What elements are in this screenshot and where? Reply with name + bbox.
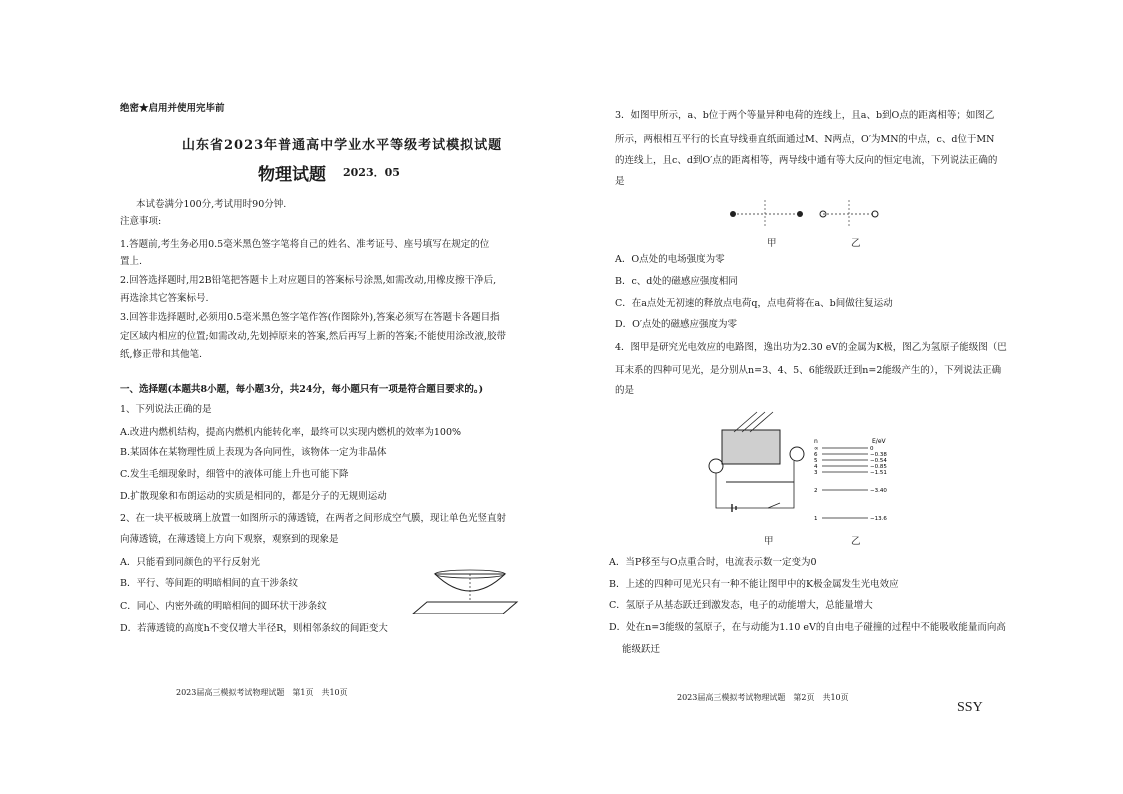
energy-level-n: 1 <box>814 516 818 522</box>
lens-figure <box>405 562 525 614</box>
negative-charge <box>797 211 803 217</box>
energy-level-value: 0 <box>870 446 874 452</box>
q2-stem-line: 2、在一块平板玻璃上放置一如图所示的薄透镜，在两者之间形成空气膜，现让单色光竖直射 <box>120 513 507 524</box>
charges-currents-figure <box>725 192 905 248</box>
switch-icon <box>768 503 780 508</box>
exam-title: 物理试题 <box>258 165 326 185</box>
q4-option-d: D．处在n=3能级的氢原子，在与动能为1.10 eV的自由电子碰撞的过程中不能吸收能量而向高 <box>609 622 1006 633</box>
q4-option-a: A．当P移至与O点重合时，电流表示数一定变为0 <box>609 557 817 568</box>
q3-option-a: A．O点处的电场强度为零 <box>615 254 725 265</box>
energy-level-value: −3.40 <box>870 488 887 494</box>
note-line: 置上. <box>120 256 143 267</box>
q1-option-d: D.扩散现象和布朗运动的实质是相同的，都是分子的无规则运动 <box>120 491 387 502</box>
energy-level-n: 3 <box>814 470 818 476</box>
exam-intro: 本试卷满分100分,考试用时90分钟. <box>136 199 287 210</box>
energy-level-value: −0.54 <box>870 458 887 464</box>
ammeter-icon <box>790 447 804 461</box>
photoelectric-circuit-figure <box>702 408 812 524</box>
q3-stem-line: 是 <box>615 176 625 187</box>
q2-option-d: D．若薄透镜的高度h不变仅增大半径R，则相邻条纹的间距变大 <box>120 623 388 634</box>
notes-title: 注意事项: <box>120 216 162 227</box>
q1-option-b: B.某固体在某物理性质上表现为各向同性，该物体一定为非晶体 <box>120 447 387 458</box>
energy-level-n: 5 <box>814 458 818 464</box>
energy-level-n: 2 <box>814 488 818 494</box>
energy-level-diagram <box>812 438 894 522</box>
note-line: 定区域内相应的位置;如需改动,先划掉原来的答案,然后再写上新的答案;不能使用涂改液,胶带 <box>120 331 506 342</box>
q2-option-c: C．同心、内密外疏的明暗相间的圆环状干涉条纹 <box>120 601 327 612</box>
exam-date: 2023．05 <box>343 166 400 179</box>
q4-fig-label-yi: 乙 <box>851 536 861 547</box>
energy-level-value: −0.85 <box>870 464 887 470</box>
energy-level-n: 4 <box>814 464 818 470</box>
right-footer: 2023届高三模拟考试物理试题 第2页 共10页 <box>677 693 849 702</box>
q3-option-d: D．O′点处的磁感应强度为零 <box>615 319 738 330</box>
exam-heading: 山东省2023年普通高中学业水平等级考试模拟试题 <box>182 138 503 153</box>
q3-stem-line: 所示，两根相互平行的长直导线垂直纸面通过M、N两点，O′为MN的中点，c、d位于MN <box>615 134 995 145</box>
q4-option-b: B．上述的四种可见光只有一种不能让图甲中的K极金属发生光电效应 <box>609 579 899 590</box>
energy-level-value: −1.51 <box>870 470 887 476</box>
voltmeter-icon <box>709 459 723 473</box>
q1-option-c: C.发生毛细现象时，细管中的液体可能上升也可能下降 <box>120 469 349 480</box>
section-heading: 一、选择题(本题共8小题，每小题3分，共24分，每小题只有一项是符合题目要求的。) <box>120 384 484 395</box>
q3-stem-line: 3．如图甲所示，a、b位于两个等量异种电荷的连线上，且a、b到O点的距离相等；如图乙 <box>615 110 995 121</box>
q2-stem-line: 向薄透镜，在薄透镜上方向下观察，观察到的现象是 <box>120 534 339 545</box>
q4-stem-line: 的是 <box>615 385 635 396</box>
q2-option-b: B．平行、等间距的明暗相间的直干涉条纹 <box>120 578 298 589</box>
quantum-number-label: n <box>814 438 818 445</box>
q1-option-a: A.改进内燃机结构，提高内燃机内能转化率，最终可以实现内燃机的效率为100% <box>120 427 462 438</box>
q4-stem-line: 耳末系的四种可见光，是分别从n=3、4、5、6能级跃迁到n=2能级产生的），下列说法正确 <box>615 365 1002 376</box>
photocell-tube <box>722 430 780 464</box>
circuit-wire <box>716 461 794 508</box>
left-footer: 2023届高三模拟考试物理试题 第1页 共10页 <box>176 688 348 697</box>
q3-fig-label-yi: 乙 <box>851 238 861 249</box>
q3-option-c: C．在a点处无初速的释放点电荷q，点电荷将在a、b间做往复运动 <box>615 298 893 309</box>
energy-level-n: ∞ <box>814 446 819 452</box>
q3-stem-line: 的连线上，且c、d到O′点的距离相等，两导线中通有等大反向的恒定电流，下列说法正确的 <box>615 155 998 166</box>
energy-level-value: −13.6 <box>870 516 887 522</box>
energy-level-n: 6 <box>814 452 818 458</box>
note-line: 再选涂其它答案标号. <box>120 293 209 304</box>
note-line: 2.回答选择题时,用2B铅笔把答题卡上对应题目的答案标号涂黑,如需改动,用橡皮擦干净后, <box>120 275 497 286</box>
q3-fig-label-jia: 甲 <box>767 238 777 249</box>
q3-option-b: B．c、d处的磁感应强度相同 <box>615 276 738 287</box>
glass-plate <box>413 602 517 614</box>
q4-fig-label-jia: 甲 <box>764 536 774 547</box>
corner-mark: SSY <box>957 700 983 715</box>
note-line: 纸,修正带和其他笔. <box>120 349 203 360</box>
q1-stem: 1、下列说法正确的是 <box>120 404 212 415</box>
energy-unit-label: E/eV <box>872 438 886 445</box>
note-line: 3.回答非选择题时,必须用0.5毫米黑色签字笔作答(作图除外),答案必须写在答题卡各题目指 <box>120 312 500 323</box>
positive-charge <box>730 211 736 217</box>
note-line: 1.答题前,考生务必用0.5毫米黑色签字笔将自己的姓名、准考证号、座号填写在规定的位 <box>120 239 490 250</box>
q4-option-c: C．氢原子从基态跃迁到激发态，电子的动能增大，总能量增大 <box>609 600 873 611</box>
energy-level-value: −0.38 <box>870 452 887 458</box>
confidential-label: 绝密★启用并使用完毕前 <box>120 103 225 114</box>
q4-stem-line: 4．图甲是研究光电效应的电路图，逸出功为2.30 eV的金属为K极，图乙为氢原子能级图（巴 <box>615 342 1007 353</box>
q2-option-a: A．只能看到同颜色的平行反射光 <box>120 557 260 568</box>
q4-option-d-cont: 能级跃迁 <box>622 644 661 655</box>
